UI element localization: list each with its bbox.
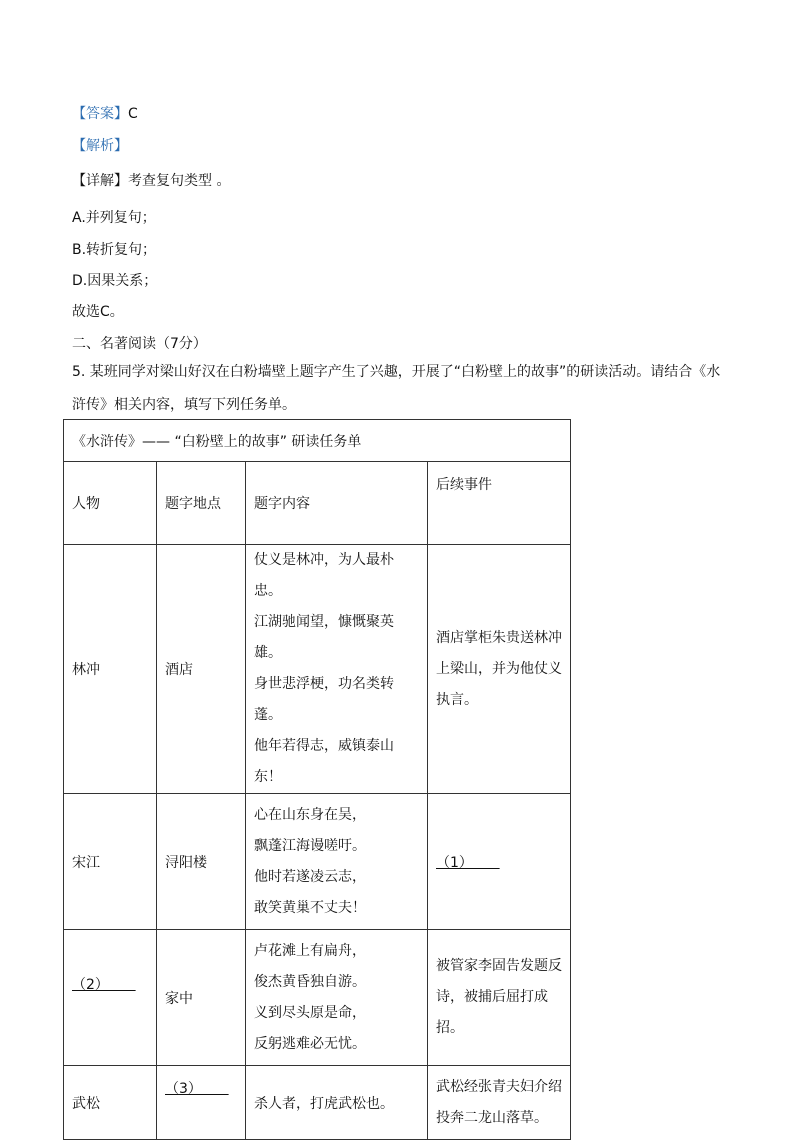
cell-person: 林冲	[64, 545, 157, 794]
cell-place	[157, 1066, 246, 1140]
cell-person: 武松	[64, 1066, 157, 1140]
event-line: 上梁山，并为他仗义	[436, 660, 562, 677]
answer-label: 【答案】	[72, 106, 128, 122]
detail-text: 考查复句类型 。	[128, 173, 231, 189]
event-line: 投奔二龙山落草。	[436, 1109, 548, 1126]
table-row	[64, 545, 571, 794]
content-line: 身世悲浮梗，功名类转蓬。	[254, 676, 394, 723]
event-line: 武松经张青夫妇介绍	[436, 1078, 562, 1095]
table-title: 《水浒传》—— “白粉壁上的故事” 研读任务单	[64, 420, 571, 462]
cell-place: 浔阳楼	[157, 794, 246, 930]
content-line: 义到尽头原是命，	[254, 1004, 366, 1021]
table-row	[64, 1066, 571, 1140]
header-event: 后续事件	[428, 462, 571, 545]
header-content: 题字内容	[246, 462, 428, 545]
option-d: D.因果关系；	[72, 273, 158, 289]
event-line: 诗，被捕后屈打成招。	[436, 989, 548, 1036]
header-person: 人物	[64, 462, 157, 545]
section-title: 二、名著阅读（7分）	[72, 336, 207, 352]
content-line: 俊杰黄昏独自游。	[254, 973, 366, 990]
content-line: 仗义是林冲，为人最朴忠。	[254, 552, 394, 599]
cell-event	[428, 545, 571, 794]
event-line: 执言。	[436, 691, 478, 708]
cell-content: 杀人者，打虎武松也。	[246, 1066, 428, 1140]
answer-value: C	[128, 106, 138, 122]
analysis-label: 【解析】	[72, 138, 128, 154]
content-line: 卢花滩上有扁舟，	[254, 942, 366, 959]
content-line: 敢笑黄巢不丈夫！	[254, 899, 366, 916]
question-text: 5. 某班同学对梁山好汉在白粉墙壁上题字产生了兴趣，开展了“白粉壁上的故事”的研读活动。请结合《水浒传》相关内容，填写下列任务单。	[72, 364, 721, 413]
content-line: 他时若遂凌云志，	[254, 868, 366, 885]
content-line: 飘蓬江海谩嗟吁。	[254, 837, 366, 854]
cell-place: 家中	[157, 930, 246, 1066]
content-line: 心在山东身在吴，	[254, 806, 366, 823]
event-line: 被管家李固告发题反	[436, 958, 562, 974]
cell-event	[428, 794, 571, 930]
blank-3[interactable]: （3）	[165, 1081, 229, 1097]
cell-event	[428, 1066, 571, 1140]
blank-2[interactable]: （2）	[72, 977, 136, 993]
option-a: A.并列复句；	[72, 210, 156, 226]
blank-1[interactable]: （1）	[436, 854, 500, 871]
content-line: 江湖驰闻望，慷慨聚英雄。	[254, 614, 394, 661]
cell-person: 宋江	[64, 794, 157, 930]
cell-content	[246, 794, 428, 930]
detail-label: 【详解】	[72, 173, 128, 189]
table-row	[64, 930, 571, 1066]
content-line: 他年若得志，威镇泰山东！	[254, 738, 394, 785]
content-line: 反躬逃难必无忧。	[254, 1035, 366, 1052]
table-row	[64, 794, 571, 930]
option-b: B.转折复句；	[72, 242, 157, 258]
header-place: 题字地点	[157, 462, 246, 545]
cell-person	[64, 930, 157, 1066]
answer-line	[72, 103, 138, 123]
detail-line	[72, 170, 230, 190]
cell-event	[428, 930, 571, 1066]
task-table	[63, 419, 571, 1140]
event-line: 酒店掌柜朱贵送林冲	[436, 629, 562, 646]
cell-content	[246, 930, 428, 1066]
cell-place: 酒店	[157, 545, 246, 794]
cell-content	[246, 545, 428, 794]
conclusion: 故选C。	[72, 304, 124, 320]
